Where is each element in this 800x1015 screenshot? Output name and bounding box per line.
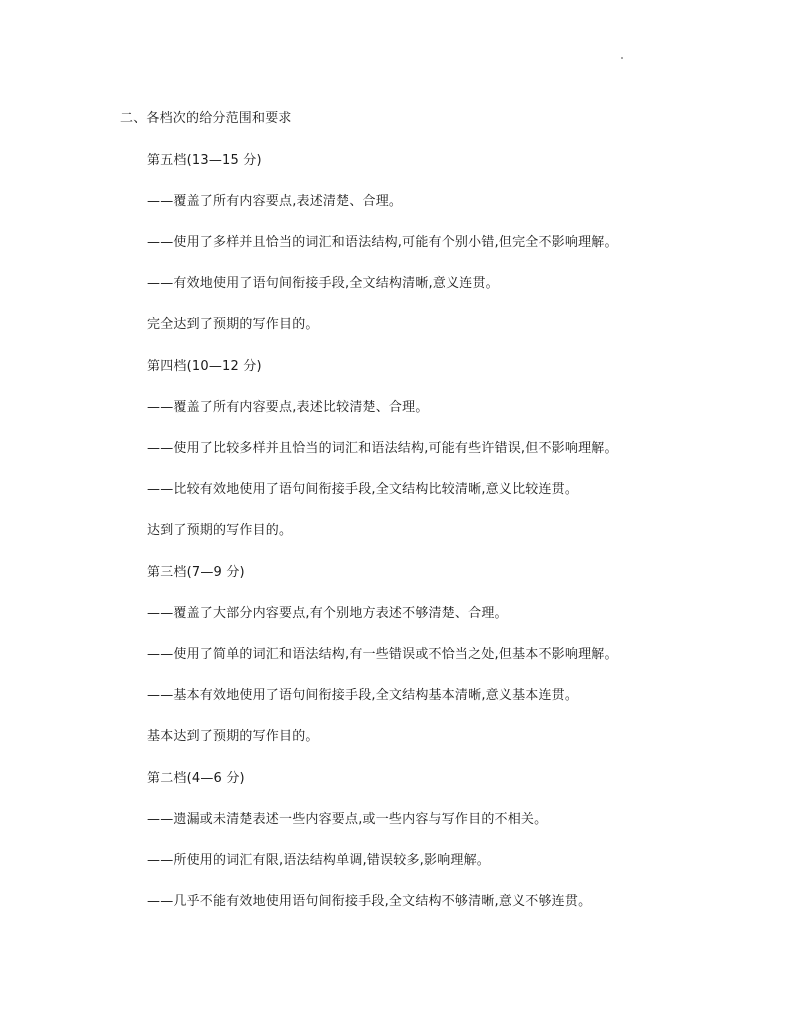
scan-speck [621,57,623,59]
tier-5-item-2: ——使用了多样并且恰当的词汇和语法结构,可能有个别小错,但完全不影响理解。 [147,235,618,250]
tier-2-item-2: ——所使用的词汇有限,语法结构单调,错误较多,影响理解。 [147,853,490,868]
tier-5-item-1: ——覆盖了所有内容要点,表述清楚、合理。 [147,194,403,209]
tier-3-summary: 基本达到了预期的写作目的。 [147,729,319,744]
tier-4-item-2: ——使用了比较多样并且恰当的词汇和语法结构,可能有些许错误,但不影响理解。 [147,441,618,456]
tier-4-item-3: ——比较有效地使用了语句间衔接手段,全文结构比较清晰,意义比较连贯。 [147,482,579,497]
tier-4-summary: 达到了预期的写作目的。 [147,523,293,538]
tier-2-title: 第二档(4—6 分) [147,771,245,786]
tier-5-item-3: ——有效地使用了语句间衔接手段,全文结构清晰,意义连贯。 [147,276,499,291]
tier-2-item-1: ——遗漏或未清楚表述一些内容要点,或一些内容与写作目的不相关。 [147,812,548,827]
tier-3-item-2: ——使用了简单的词汇和语法结构,有一些错误或不恰当之处,但基本不影响理解。 [147,647,618,662]
tier-5-summary: 完全达到了预期的写作目的。 [147,317,319,332]
tier-3-item-1: ——覆盖了大部分内容要点,有个别地方表述不够清楚、合理。 [147,606,508,621]
tier-3-item-3: ——基本有效地使用了语句间衔接手段,全文结构基本清晰,意义基本连贯。 [147,688,579,703]
section-heading: 二、各档次的给分范围和要求 [120,111,292,126]
tier-5-title: 第五档(13—15 分) [147,153,262,168]
tier-4-item-1: ——覆盖了所有内容要点,表述比较清楚、合理。 [147,400,429,415]
tier-4-title: 第四档(10—12 分) [147,359,262,374]
tier-3-title: 第三档(7—9 分) [147,565,245,580]
tier-2-item-3: ——几乎不能有效地使用语句间衔接手段,全文结构不够清晰,意义不够连贯。 [147,894,592,909]
